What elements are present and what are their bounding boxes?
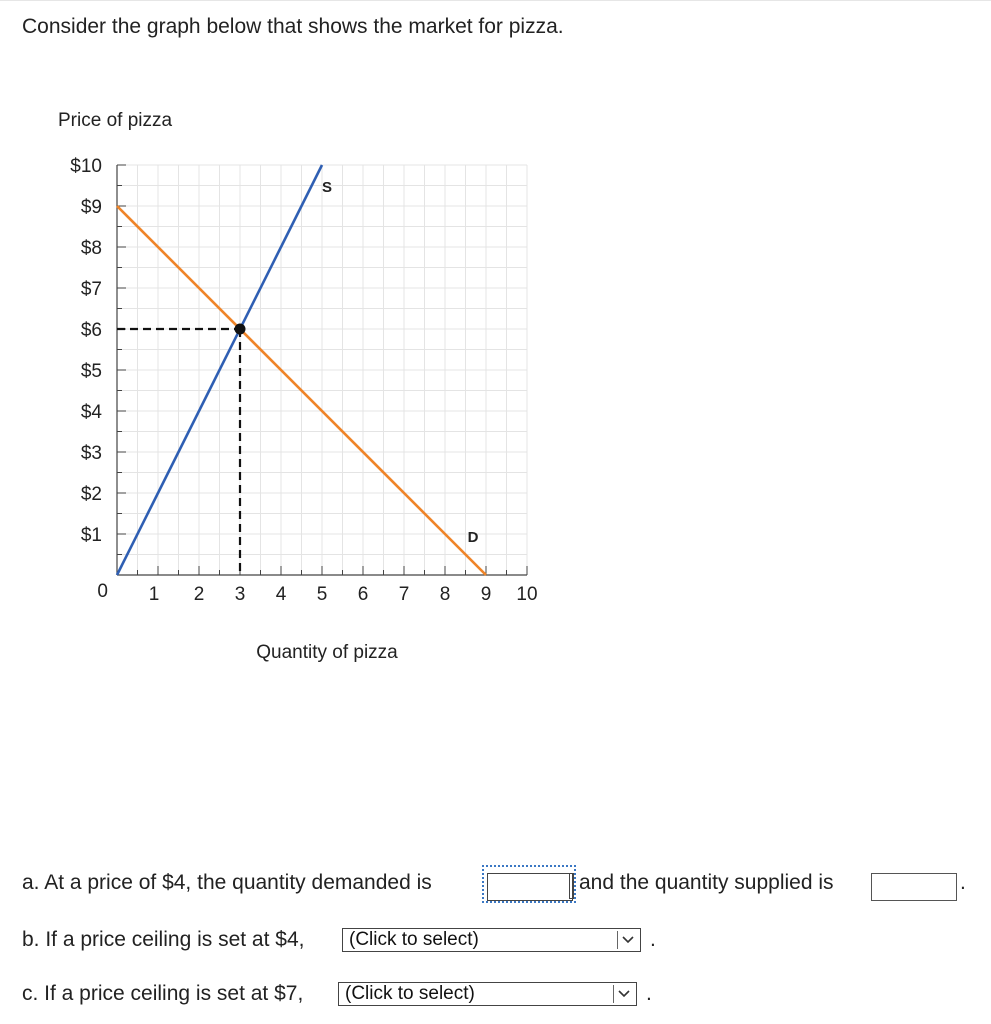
chevron-down-icon <box>620 932 636 948</box>
x-tick-label: 2 <box>193 584 205 605</box>
y-tick-label: 0 <box>97 581 108 602</box>
x-tick-label: 9 <box>480 584 492 605</box>
x-tick-label: 7 <box>398 584 410 605</box>
demand-label: D <box>467 529 479 546</box>
equilibrium-point <box>235 324 246 335</box>
y-tick-label: $3 <box>80 443 102 464</box>
price-ceiling-4-select-value: (Click to select) <box>349 929 479 950</box>
y-tick-label: $8 <box>80 238 102 259</box>
y-tick-label: $6 <box>80 320 102 341</box>
question-a-middle: and the quantity supplied is <box>579 871 834 894</box>
select-separator <box>617 931 618 949</box>
x-tick-label: 10 <box>516 584 538 605</box>
question-a-end: . <box>960 871 966 894</box>
question-c-text: c. If a price ceiling is set at $7, <box>22 982 304 1005</box>
x-tick-label: 6 <box>357 584 369 605</box>
x-tick-label: 3 <box>234 584 246 605</box>
y-tick-label: $10 <box>70 156 102 177</box>
intro-text: Consider the graph below that shows the market for pizza. <box>22 15 564 38</box>
x-tick-label: 8 <box>439 584 451 605</box>
quantity-supplied-input[interactable] <box>871 873 957 901</box>
x-tick-label: 1 <box>148 584 160 605</box>
question-b-end: . <box>650 928 656 951</box>
y-tick-label: $9 <box>80 197 102 218</box>
y-tick-label: $5 <box>80 361 102 382</box>
y-tick-label: $7 <box>80 279 102 300</box>
question-a <box>22 871 432 895</box>
y-tick-label: $4 <box>80 402 102 423</box>
x-tick-label: 5 <box>316 584 328 605</box>
y-tick-label: $1 <box>80 525 102 546</box>
price-ceiling-7-select[interactable] <box>338 982 637 1006</box>
y-tick-label: $2 <box>80 484 102 505</box>
question-a-text: a. At a price of $4, the quantity demanded is <box>22 871 432 894</box>
question-b-text: b. If a price ceiling is set at $4, <box>22 928 305 951</box>
chart-grid <box>117 165 527 575</box>
supply-demand-chart <box>0 100 600 680</box>
x-axis-label: Quantity of pizza <box>256 642 398 663</box>
select-separator <box>613 985 614 1003</box>
question-c-end: . <box>646 982 652 1005</box>
quantity-demanded-input-edge <box>569 873 574 899</box>
x-tick-label: 4 <box>275 584 287 605</box>
top-divider <box>0 0 991 1</box>
price-ceiling-7-select-value: (Click to select) <box>345 983 475 1004</box>
price-ceiling-4-select[interactable] <box>342 928 641 952</box>
quantity-demanded-input[interactable] <box>487 873 573 901</box>
supply-label: S <box>321 179 333 196</box>
chevron-down-icon <box>616 986 632 1002</box>
y-axis-label: Price of pizza <box>58 110 173 131</box>
